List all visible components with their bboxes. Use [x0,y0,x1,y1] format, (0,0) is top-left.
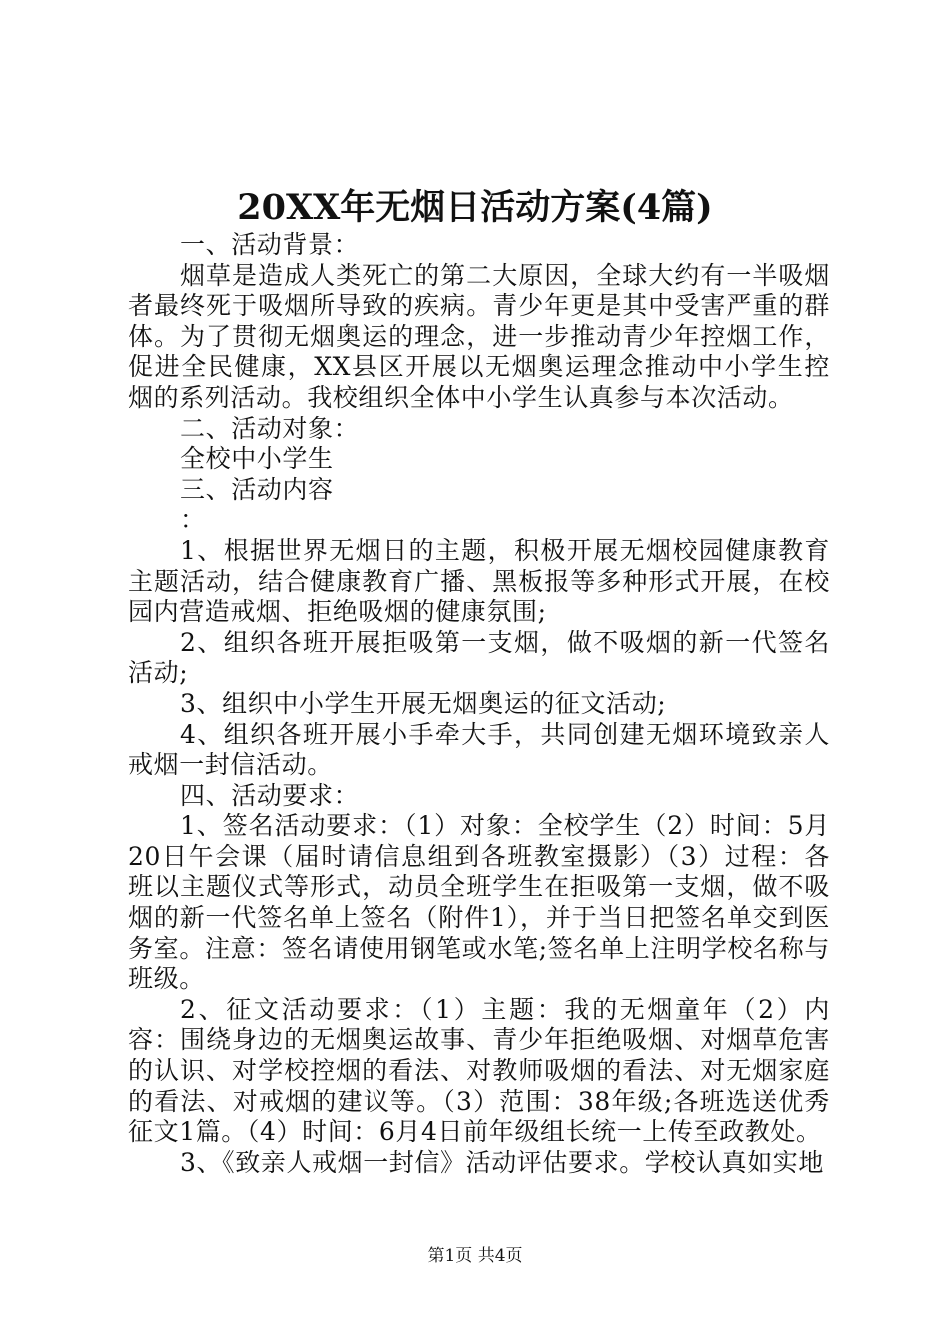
section-heading-content: 三、活动内容 [180,474,334,504]
list-item-content-1: 1、根据世界无烟日的主题，积极开展无烟校园健康教育主题活动，结合健康教育广播、黑板报等多种形式开展，在校园内营造戒烟、拒绝吸烟的健康氛围; [128,535,830,627]
list-item-content-2: 2、组织各班开展拒吸第一支烟，做不吸烟的新一代签名活动; [128,627,830,688]
list-item-content-4: 4、组织各班开展小手牵大手，共同创建无烟环境致亲人戒烟一封信活动。 [128,719,830,780]
document-title: 20XX年无烟日活动方案(4篇) [237,187,713,228]
list-item-requirement-1: 1、签名活动要求：（1）对象：全校学生（2）时间：5月20日午会课（届时请信息组到各班教室摄影）（3）过程：各班以主题仪式等形式，动员全班学生在拒吸第一支烟，做不吸烟的新一代签名单上签名（附件1），并于当日把签名单交到医务室。注意：签名请使用钢笔或水笔;签名单上注明学校名称与班级。 [128,811,830,994]
list-item-requirement-2: 2、征文活动要求：（1）主题：我的无烟童年（2）内容：围绕身边的无烟奥运故事、青少年拒绝吸烟、对烟草危害的认识、对学校控烟的看法、对教师吸烟的看法、对无烟家庭的看法、对戒烟的建议等。（3）范围：38年级;各班选送优秀征文1篇。（4）时间：6月4日前年级组长统一上传至政教处。 [128,994,830,1147]
document-body [128,230,830,1178]
section-heading-background: 一、活动背景： [180,230,360,259]
section-heading-requirements: 四、活动要求： [180,780,360,810]
paragraph-background: 烟草是造成人类死亡的第二大原因，全球大约有一半吸烟者最终死于吸烟所导致的疾病。青少年更是其中受害严重的群体。为了贯彻无烟奥运的理念，进一步推动青少年控烟工作，促进全民健康，XX县区开展以无烟奥运理念推动中小学生控烟的系列活动。我校组织全体中小学生认真参与本次活动。 [128,260,830,412]
list-item-content-3: 3、组织中小学生开展无烟奥运的征文活动; [180,688,667,718]
paragraph-colon: ： [180,505,206,535]
page-footer: 第1页 共4页 [427,1246,523,1266]
list-item-requirement-3: 3、《致亲人戒烟一封信》活动评估要求。学校认真如实地 [180,1147,825,1177]
section-heading-target: 二、活动对象： [180,413,360,443]
paragraph-target: 全校中小学生 [180,444,334,474]
